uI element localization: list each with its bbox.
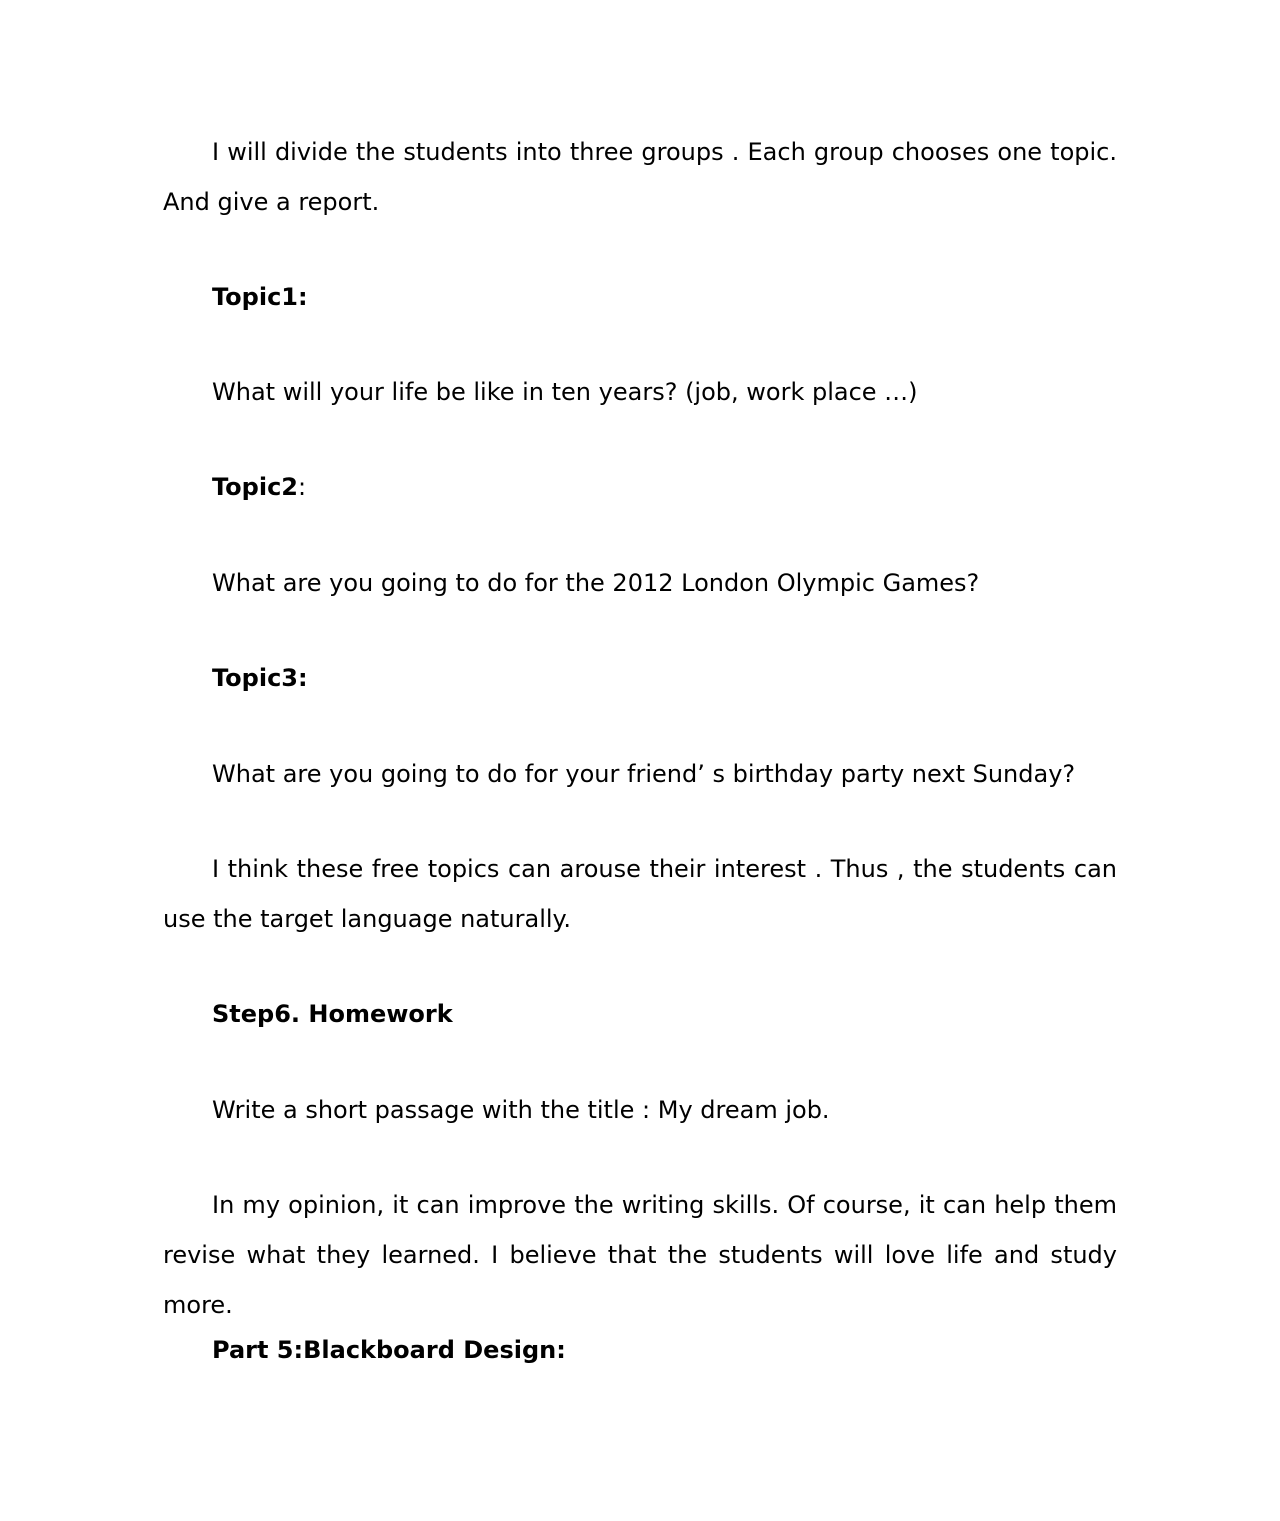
homework-text: Write a short passage with the title : My dream job. [212, 1096, 830, 1124]
topic1-heading: Topic1: [212, 283, 308, 311]
topic2-text: What are you going to do for the 2012 London Olympic Games? [212, 569, 980, 597]
step6-heading: Step6. Homework [212, 1000, 453, 1028]
topic3-text: What are you going to do for your friend’ s birthday party next Sunday? [212, 760, 1076, 788]
topic2-heading: Topic2 [212, 473, 299, 501]
topic3-heading: Topic3: [212, 664, 308, 692]
part5-heading: Part 5:Blackboard Design: [212, 1336, 566, 1364]
topic1-text: What will your life be like in ten years? (job, work place …) [212, 378, 918, 406]
homework-comment-paragraph: In my opinion, it can improve the writing skills. Of course, it can help them revise what they learned. I believe that the students will love life and study more. [163, 1191, 1117, 1319]
intro-paragraph: I will divide the students into three groups . Each group chooses one topic. And give a report. [163, 138, 1117, 216]
topics-comment-paragraph: I think these free topics can arouse their interest . Thus , the students can use the target language naturally. [163, 855, 1117, 933]
topic2-heading-line [163, 462, 1117, 512]
topic2-colon: : [298, 473, 307, 501]
